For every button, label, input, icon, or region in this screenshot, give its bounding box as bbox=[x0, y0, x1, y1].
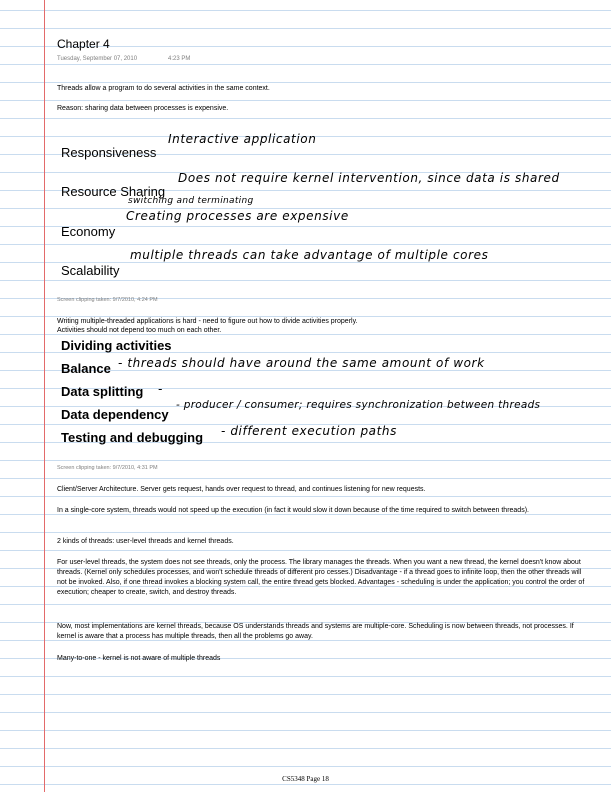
challenge-term: Data splitting bbox=[61, 384, 144, 399]
benefit-term: Responsiveness bbox=[61, 145, 157, 160]
intro-line-1: Threads allow a program to do several activities in the same context. bbox=[57, 85, 270, 92]
handwritten-note-insert: switching and terminating bbox=[128, 196, 254, 206]
note-paragraph: For user-level threads, the system does not see threads, only the process. The library manages the threads. When you want a new thread, the kernel doesn't know about threads. (Kernel only schedules processes, and won't schedule threads of different pro cesses.) Disadvantage - if a thread goes to infinite loop, then the other threads will not be invoked. Also, if one thread invokes a blocking system call, the entire thread gets blocked. Advantages - scheduling is under the application; you control the order of execution; cheaper to create, switch, and destroy threads. bbox=[57, 559, 585, 596]
handwritten-note: - different execution paths bbox=[221, 424, 397, 438]
challenge-term: Balance bbox=[61, 361, 111, 376]
clipping-timestamp: Screen clipping taken: 9/7/2010, 4:31 PM bbox=[57, 465, 158, 471]
handwritten-note: Creating processes are expensive bbox=[126, 209, 349, 223]
page-time: 4:23 PM bbox=[168, 56, 191, 62]
page-title: Chapter 4 bbox=[57, 37, 110, 51]
section2-line-2: Activities should not depend too much on each other. bbox=[57, 327, 222, 334]
page-date: Tuesday, September 07, 2010 bbox=[57, 56, 138, 62]
challenge-term: Testing and debugging bbox=[61, 430, 204, 445]
intro-line-2: Reason: sharing data between processes is expensive. bbox=[57, 105, 229, 112]
handwritten-note: multiple threads can take advantage of multiple cores bbox=[130, 248, 489, 262]
handwritten-note: - threads should have around the same amount of work bbox=[118, 356, 485, 370]
clipping-timestamp: Screen clipping taken: 9/7/2010, 4:24 PM bbox=[57, 297, 158, 303]
handwritten-note: - producer / consumer; requires synchronization between threads bbox=[176, 399, 541, 411]
page-footer: CS5348 Page 18 bbox=[282, 775, 329, 783]
challenge-term: Data dependency bbox=[61, 407, 169, 422]
notebook-margin-line bbox=[44, 0, 45, 792]
handwritten-note: Does not require kernel intervention, since data is shared bbox=[178, 171, 560, 185]
handwritten-note: Interactive application bbox=[168, 132, 317, 146]
benefit-term: Scalability bbox=[61, 263, 120, 278]
note-paragraph: Many-to-one - kernel is not aware of multiple threads bbox=[57, 655, 221, 662]
note-paragraph: In a single-core system, threads would not speed up the execution (in fact it would slow it down because of the time required to switch between threads). bbox=[57, 507, 529, 514]
note-paragraph: Client/Server Architecture. Server gets request, hands over request to thread, and continues listening for new requests. bbox=[57, 486, 426, 493]
handwritten-note: - bbox=[158, 382, 163, 396]
note-paragraph: Now, most implementations are kernel threads, because OS understands threads and systems are multiple-core. Scheduling is now between threads, not processes. If kernel is aware that a process has multiple threads, then all the problems go away. bbox=[57, 623, 574, 640]
challenge-term: Dividing activities bbox=[61, 338, 172, 353]
note-paragraph: 2 kinds of threads: user-level threads and kernel threads. bbox=[57, 538, 234, 545]
benefit-term: Economy bbox=[61, 224, 116, 239]
section2-line-1: Writing multiple-threaded applications is hard - need to figure out how to divide activities properly. bbox=[57, 318, 358, 325]
benefit-term: Resource Sharing bbox=[61, 184, 166, 199]
